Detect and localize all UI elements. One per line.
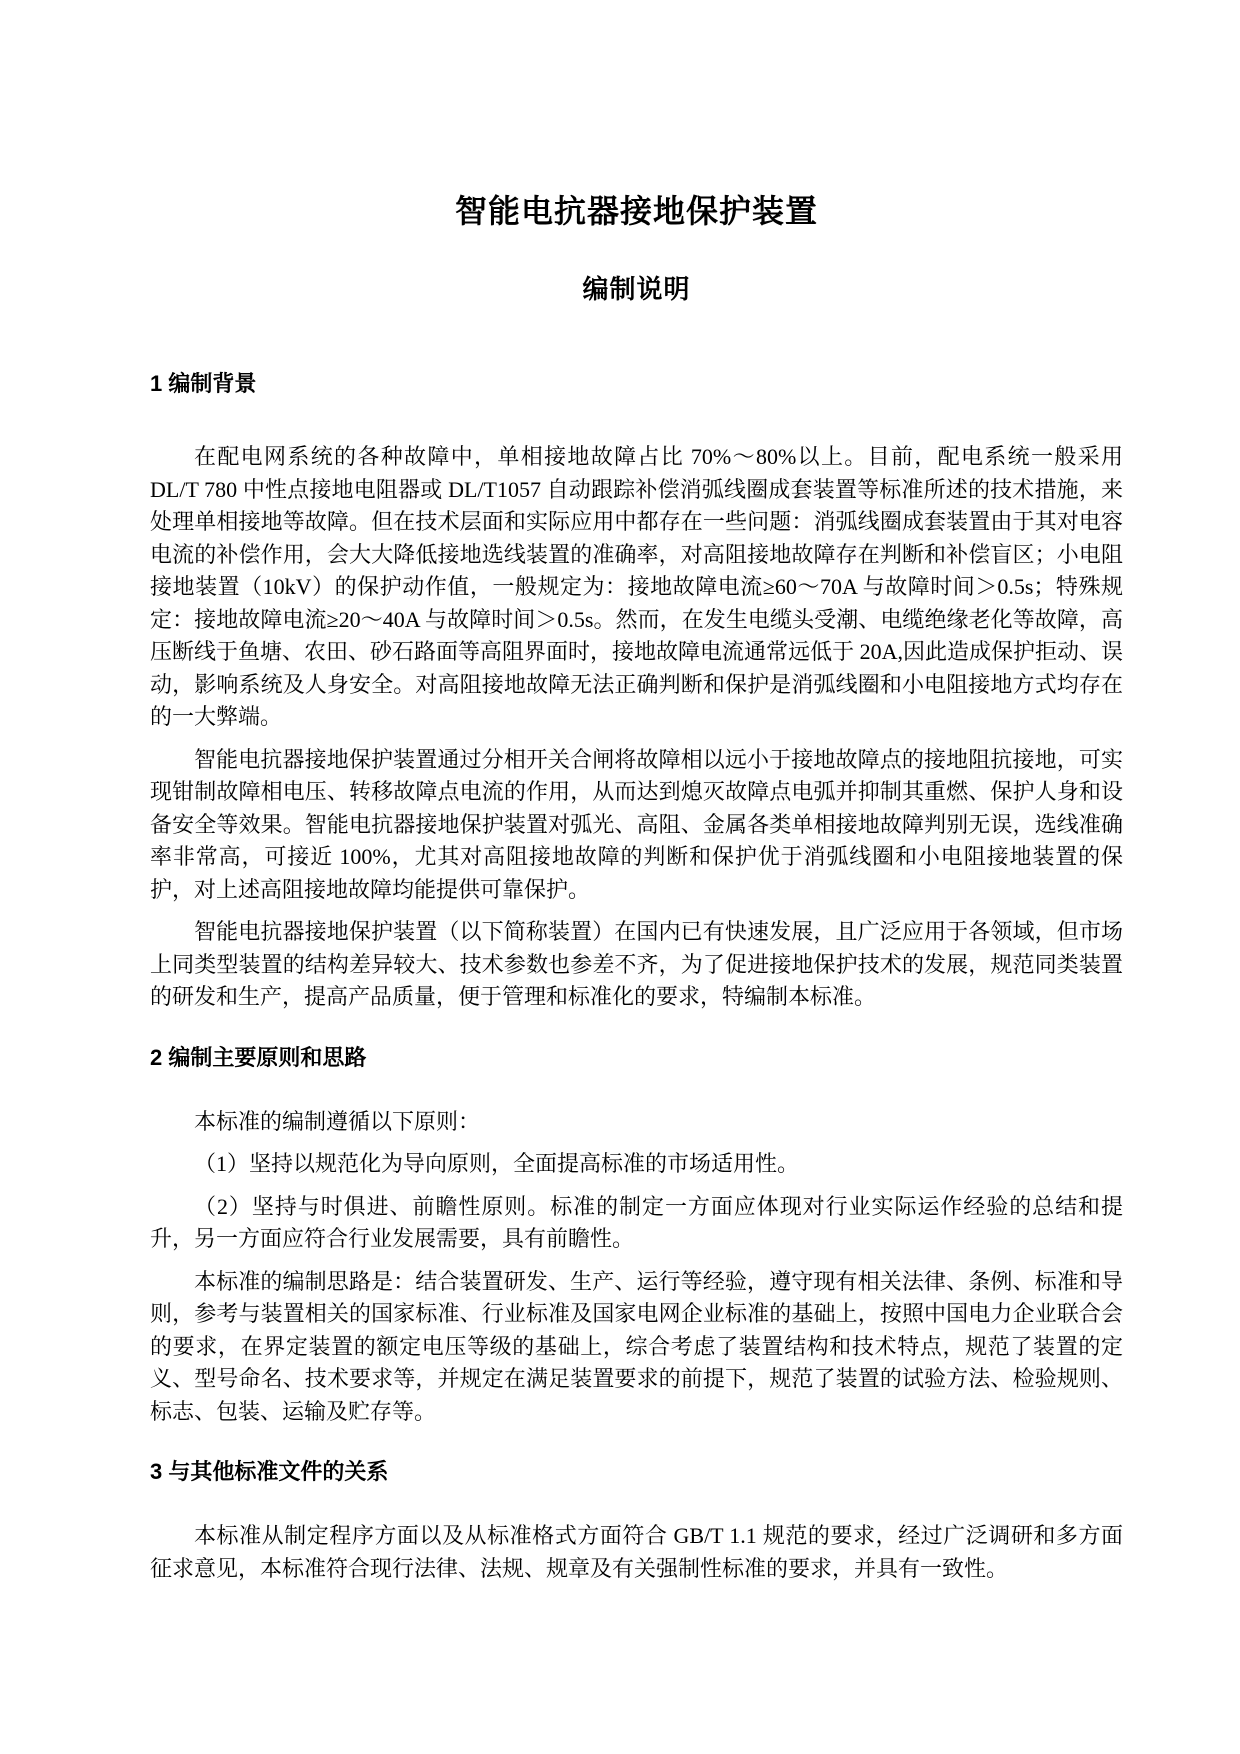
paragraph: （2）坚持与时俱进、前瞻性原则。标准的制定一方面应体现对行业实际运作经验的总结和提升，另一方面应符合行业发展需要，具有前瞻性。: [150, 1193, 1123, 1251]
document-subtitle: 编制说明: [582, 274, 691, 304]
section-relation-to-other-standards: [150, 1458, 1123, 1585]
paragraph: 本标准的编制遵循以下原则：: [194, 1108, 481, 1134]
paragraph: 在配电网系统的各种故障中，单相接地故障占比 70%～80%以上。目前，配电系统一般采用 DL/T 780 中性点接地电阻器或 DL/T1057 自动跟踪补偿消弧线圈成套装置等标准所述的技术措施，来处理单相接地等故障。但在技术层面和实际应用中都存在一些问题：消弧线圈成套装置由于其对电容电流的补偿作用，会大大降低接地选线装置的准确率，对高阻接地故障存在判断和补偿盲区；小电阻接地装置（10kV）的保护动作值，一般规定为：接地故障电流≥60～70A 与故障时间＞0.5s；特殊规定：接地故障电流≥20～40A 与故障时间＞0.5s。然而，在发生电缆头受潮、电缆绝缘老化等故障，高压断线于鱼塘、农田、砂石路面等高阻界面时，接地故障电流通常远低于 20A,因此造成保护拒动、误动，影响系统及人身安全。对高阻接地故障无法正确判断和保护是消弧线圈和小电阻接地方式均存在的一大弊端。: [150, 444, 1124, 729]
section-principles: [150, 1044, 1123, 1429]
paragraph: 智能电抗器接地保护装置（以下简称装置）在国内已有快速发展，且广泛应用于各领域，但市场上同类型装置的结构差异较大、技术参数也参差不齐，为了促进接地保护技术的发展，规范同类装置的研发和生产，提高产品质量，便于管理和标准化的要求，特编制本标准。: [150, 919, 1123, 1009]
section-heading-principles: 2 编制主要原则和思路: [150, 1044, 367, 1070]
paragraph: 智能电抗器接地保护装置通过分相开关合闸将故障相以远小于接地故障点的接地阻抗接地，可实现钳制故障相电压、转移故障点电流的作用，从而达到熄灭故障点电弧并抑制其重燃、保护人身和设备安全等效果。智能电抗器接地保护装置对弧光、高阻、金属各类单相接地故障判别无误，选线准确率非常高，可接近 100%，尤其对高阻接地故障的判断和保护优于消弧线圈和小电阻接地装置的保护，对上述高阻接地故障均能提供可靠保护。: [150, 746, 1123, 902]
section-heading-background: 1 编制背景: [150, 371, 257, 396]
section-background: [150, 370, 1123, 1014]
section-heading-relation: 3 与其他标准文件的关系: [150, 1459, 389, 1484]
paragraph: （1）坚持以规范化为导向原则，全面提高标准的市场适用性。: [194, 1151, 800, 1176]
document-title: 智能电抗器接地保护装置: [454, 193, 818, 229]
paragraph: 本标准从制定程序方面以及从标准格式方面符合 GB/T 1.1 规范的要求，经过广泛调研和多方面征求意见，本标准符合现行法律、法规、规章及有关强制性标准的要求，并具有一致性。: [150, 1523, 1123, 1581]
document-content: [150, 0, 1123, 1585]
paragraph: 本标准的编制思路是：结合装置研发、生产、运行等经验，遵守现有相关法律、条例、标准和导则，参考与装置相关的国家标准、行业标准及国家电网企业标准的基础上，按照中国电力企业联合会的要求，在界定装置的额定电压等级的基础上，综合考虑了装置结构和技术特点，规范了装置的定义、型号命名、技术要求等，并规定在满足装置要求的前提下，规范了装置的试验方法、检验规则、标志、包装、运输及贮存等。: [150, 1268, 1123, 1424]
